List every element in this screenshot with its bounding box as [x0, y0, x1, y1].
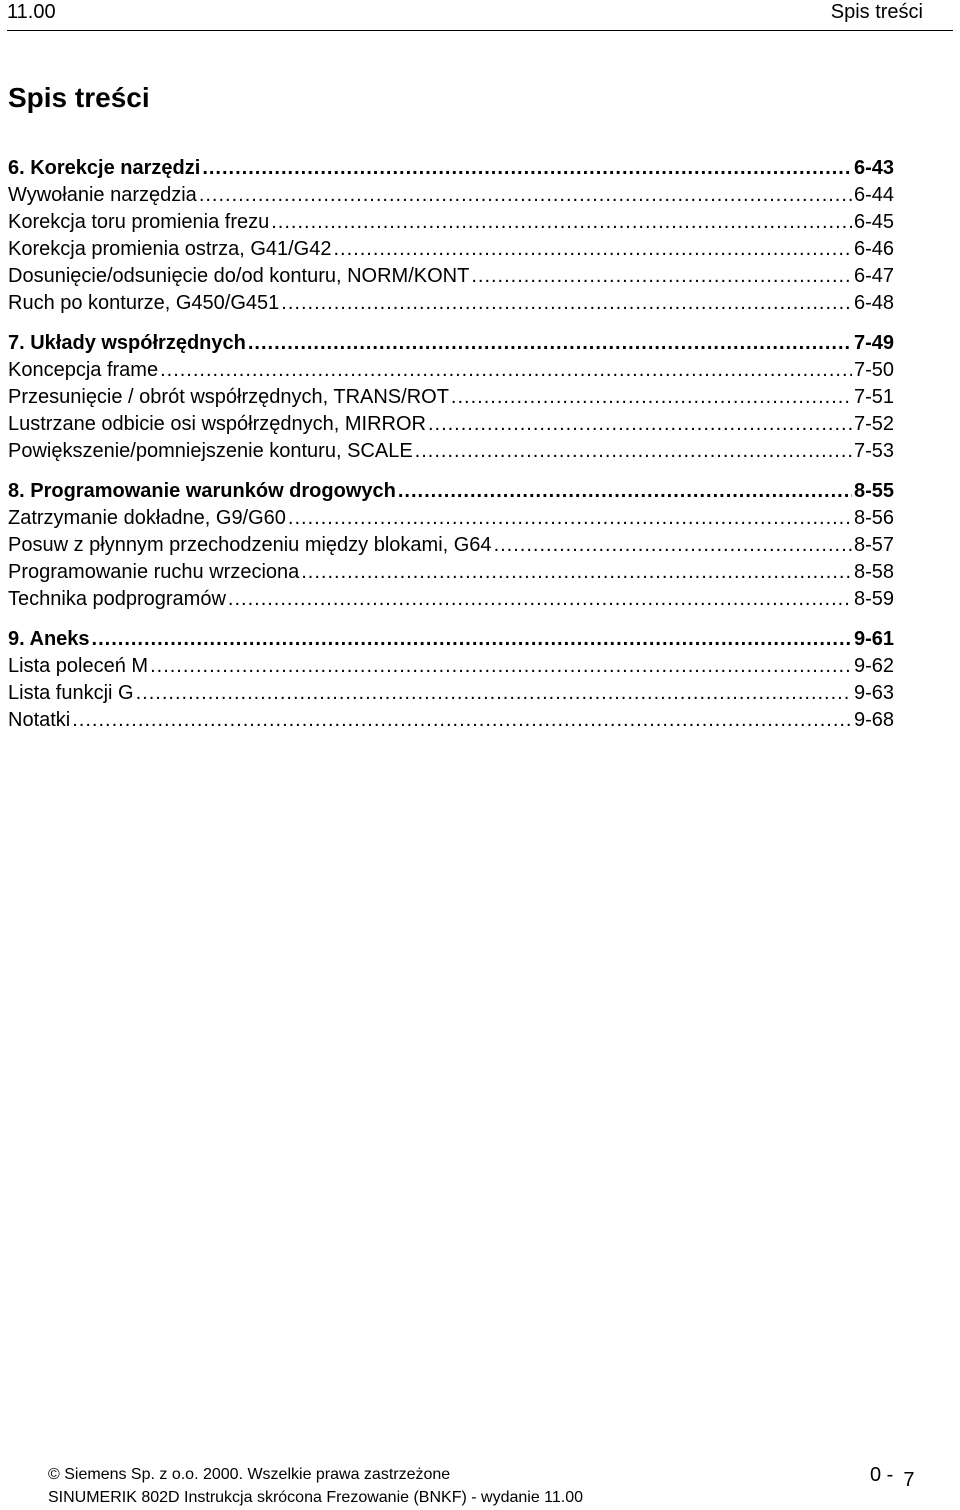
- toc-entry[interactable]: Zatrzymanie dokładne, G9/G60 ..... 8-56: [8, 505, 894, 532]
- toc-entry[interactable]: Ruch po konturze, G450/G451 ..... 6-48: [8, 290, 894, 317]
- toc-entry[interactable]: Korekcja toru promienia frezu ..... 6-45: [8, 209, 894, 236]
- toc-entry[interactable]: Posuw z płynnym przechodzeniu między blokami, G64 ..... 8-57: [8, 532, 894, 559]
- header-date: 11.00: [7, 1, 56, 23]
- toc-chapter-8[interactable]: 8. Programowanie warunków drogowych ..... 8-55: [8, 478, 894, 505]
- toc-entry[interactable]: Notatki ..... 9-68: [8, 707, 894, 734]
- toc-chapter-6[interactable]: 6. Korekcje narzędzi ..... 6-43: [8, 155, 894, 182]
- toc-entry[interactable]: Powiększenie/pomniejszenie konturu, SCALE ..... 7-53: [8, 438, 894, 465]
- toc-entry[interactable]: Lista funkcji G ..... 9-63: [8, 680, 894, 707]
- page-number: 0 - 7: [870, 1464, 915, 1491]
- toc-entry[interactable]: Dosunięcie/odsunięcie do/od konturu, NORM/KONT ..... 6-47: [8, 263, 894, 290]
- toc-entry[interactable]: Lista poleceń M ..... 9-62: [8, 653, 894, 680]
- toc-entry[interactable]: Lustrzane odbicie osi współrzędnych, MIRROR ..... 7-52: [8, 411, 894, 438]
- toc-entry[interactable]: Technika podprogramów ..... 8-59: [8, 586, 894, 613]
- toc-entry[interactable]: Programowanie ruchu wrzeciona ..... 8-58: [8, 559, 894, 586]
- toc-entry[interactable]: Wywołanie narzędzia ..... 6-44: [8, 182, 894, 209]
- table-of-contents: [8, 155, 894, 734]
- copyright-notice: © Siemens Sp. z o.o. 2000. Wszelkie prawa zastrzeżone: [48, 1466, 451, 1483]
- toc-entry[interactable]: Przesunięcie / obrót współrzędnych, TRANS/ROT ..... 7-51: [8, 384, 894, 411]
- toc-entry[interactable]: Korekcja promienia ostrza, G41/G42 ..... 6-46: [8, 236, 894, 263]
- toc-chapter-7[interactable]: 7. Układy współrzędnych ..... 7-49: [8, 330, 894, 357]
- toc-chapter-9[interactable]: 9. Aneks ..... 9-61: [8, 626, 894, 653]
- page-header: [7, 0, 953, 31]
- header-section-title: Spis treści: [830, 1, 923, 23]
- toc-entry[interactable]: Koncepcja frame ..... 7-50: [8, 357, 894, 384]
- page-title: Spis treści: [8, 82, 150, 113]
- document-title: SINUMERIK 802D Instrukcja skrócona Frezowanie (BNKF) - wydanie 11.00: [48, 1489, 584, 1506]
